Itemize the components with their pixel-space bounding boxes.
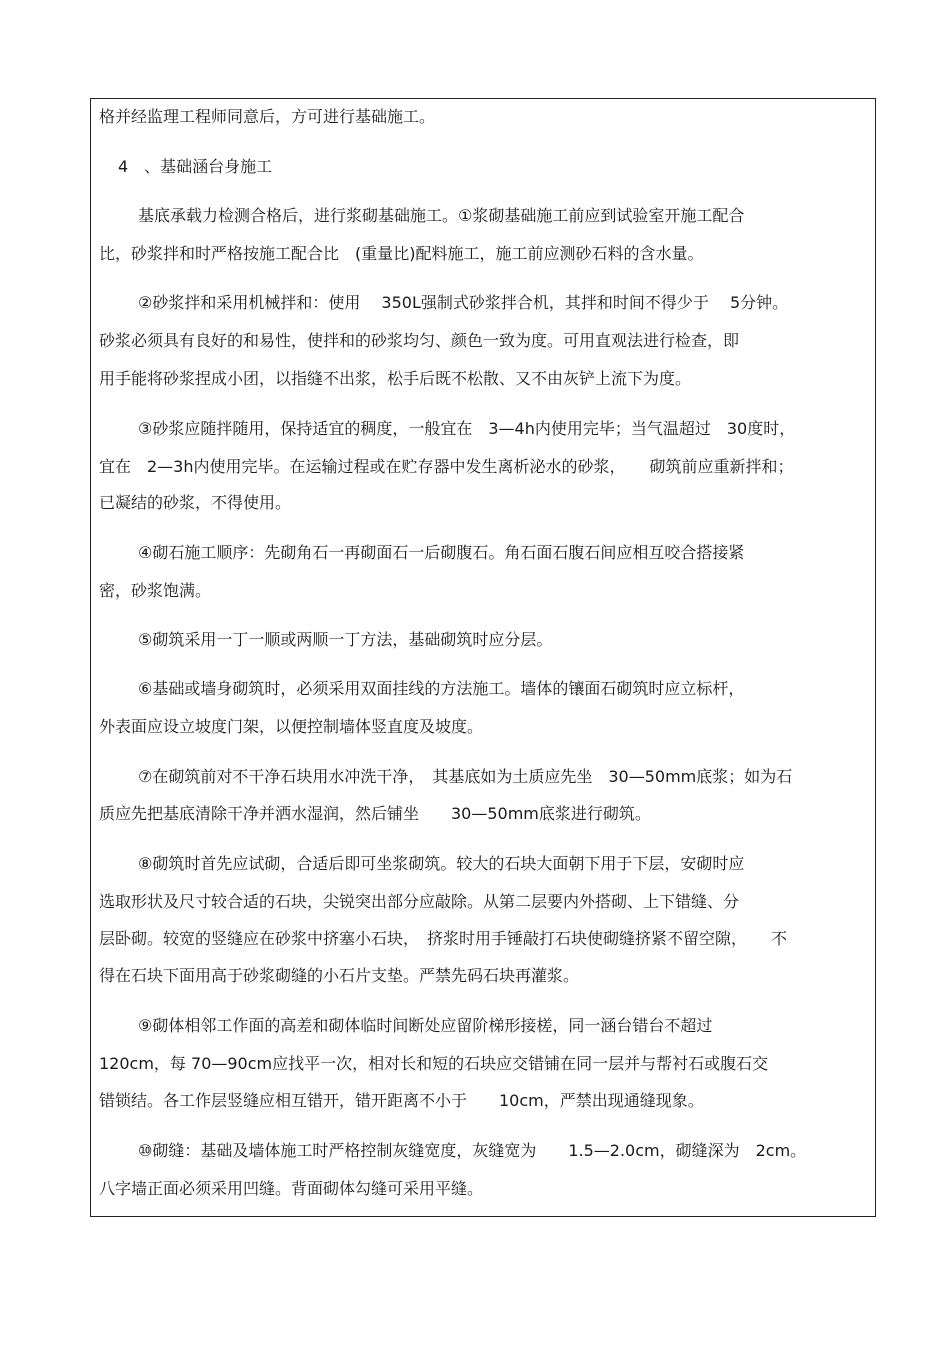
paragraph-line: 得在石块下面用高于砂浆砌缝的小石片支垫。严禁先码石块再灌浆。 [99, 966, 580, 985]
paragraph-line: ⑥基础或墙身砌筑时，必须采用双面挂线的方法施工。墙体的镶面石砌筑时应立标杆， [138, 679, 745, 698]
section-heading: 4 、基础涵台身施工 [118, 157, 273, 176]
paragraph-line: 层卧砌。较宽的竖缝应在砂浆中挤塞小石块， 挤浆时用手锤敲打石块使砌缝挤紧不留空隙， 不 [99, 929, 788, 948]
paragraph-line: 用手能将砂浆捏成小团，以指缝不出浆，松手后既不松散、又不由灰铲上流下为度。 [99, 369, 692, 388]
paragraph-line: ②砂浆拌和采用机械拌和：使用 350L强制式砂浆拌合机，其拌和时间不得少于 5分钟。 [138, 293, 789, 312]
paragraph-line: 选取形状及尺寸较合适的石块，尖锐突出部分应敲除。从第二层要内外搭砌、上下错缝、分 [99, 892, 740, 911]
paragraph-line: 错锁结。各工作层竖缝应相互错开，错开距离不小于 10cm，严禁出现通缝现象。 [99, 1091, 704, 1110]
paragraph-line: 八字墙正面必须采用凹缝。背面砌体勾缝可采用平缝。 [99, 1179, 484, 1198]
paragraph-line: ④砌石施工顺序：先砌角石一再砌面石一后砌腹石。角石面石腹石间应相互咬合搭接紧 [138, 543, 745, 562]
paragraph-line: 基底承载力检测合格后，进行浆砌基础施工。①浆砌基础施工前应到试验室开施工配合 [138, 206, 745, 225]
paragraph-line: 密，砂浆饱满。 [99, 581, 212, 600]
paragraph-line: 质应先把基底清除干净并洒水湿润，然后铺坐 30—50mm底浆进行砌筑。 [99, 804, 651, 823]
paragraph-line: 已凝结的砂浆，不得使用。 [99, 493, 292, 512]
paragraph-line: 比，砂浆拌和时严格按施工配合比 (重量比)配料施工，施工前应测砂石料的含水量。 [99, 244, 704, 263]
paragraph-line: ⑩砌缝：基础及墙体施工时严格控制灰缝宽度，灰缝宽为 1.5—2.0cm，砌缝深为 2cm。 [138, 1141, 807, 1160]
paragraph-line: ③砂浆应随拌随用，保持适宜的稠度，一般宜在 3—4h内使用完毕；当气温超过 30度时， [138, 419, 796, 438]
paragraph-line: 砂浆必须具有良好的和易性，使拌和的砂浆均匀、颜色一致为度。可用直观法进行检查，即 [99, 331, 740, 350]
document-frame [90, 98, 876, 1217]
paragraph-line: 120cm，每 70—90cm应找平一次，相对长和短的石块应交错铺在同一层并与帮衬石或腹石交 [99, 1054, 769, 1073]
paragraph-line: ⑨砌体相邻工作面的高差和砌体临时间断处应留阶梯形接槎，同一涵台错台不超过 [138, 1016, 713, 1035]
paragraph-line: ⑧砌筑时首先应试砌，合适后即可坐浆砌筑。较大的石块大面朝下用于下层，安砌时应 [138, 854, 745, 873]
paragraph-line: ⑦在砌筑前对不干净石块用水冲洗干净， 其基底如为土质应先坐 30—50mm底浆；如为石 [138, 767, 793, 786]
paragraph-line: ⑤砌筑采用一丁一顺或两顺一丁方法，基础砌筑时应分层。 [138, 630, 553, 649]
paragraph-line: 宜在 2—3h内使用完毕。在运输过程或在贮存器中发生离析泌水的砂浆， 砌筑前应重新拌和； [99, 457, 794, 476]
text-line: 格并经监理工程师同意后，方可进行基础施工。 [99, 107, 436, 126]
paragraph-line: 外表面应设立坡度门架，以便控制墙体竖直度及坡度。 [99, 717, 484, 736]
